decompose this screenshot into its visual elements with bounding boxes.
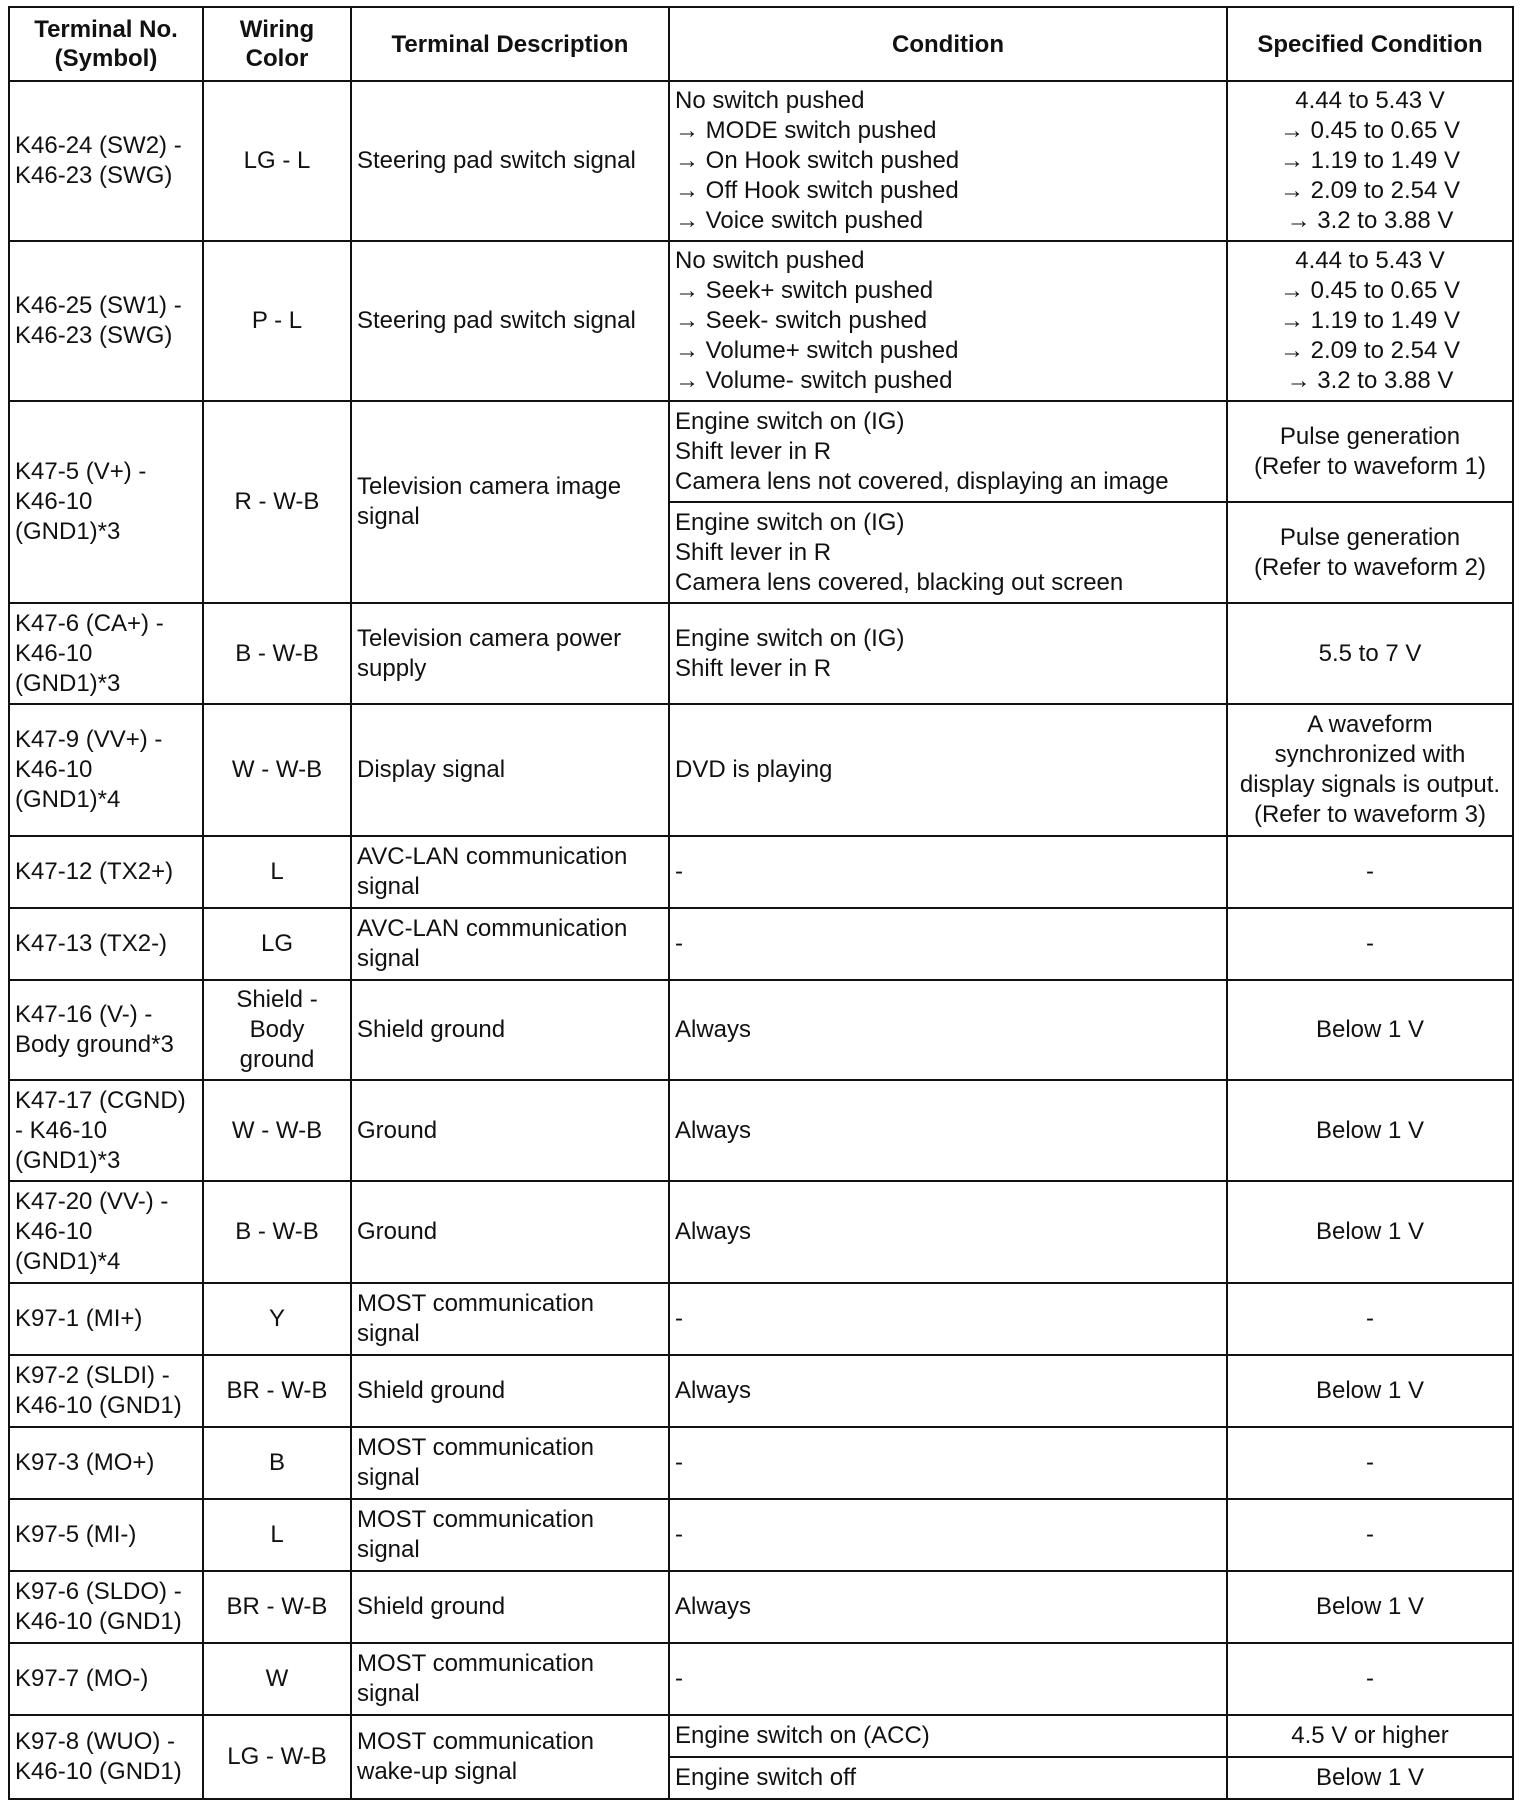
description-line: wake-up signal (357, 1758, 518, 1785)
condition-line: → On Hook switch pushed (675, 147, 960, 174)
terminal-cell (9, 836, 203, 908)
specified-condition-line: - (1366, 858, 1374, 885)
description-cell (351, 836, 669, 908)
specified-condition-line: (Refer to waveform 1) (1253, 452, 1487, 480)
wiring-color-line: LG (260, 930, 293, 957)
wiring-color-cell (203, 1499, 351, 1571)
specified-condition-line: → 3.2 to 3.88 V (1286, 207, 1454, 234)
condition-line: Always (675, 1593, 752, 1620)
specified-condition-cell (1227, 502, 1513, 603)
header-terminal (9, 7, 203, 81)
terminal-cell (9, 1080, 203, 1181)
condition-line: Camera lens not covered, displaying an image (675, 467, 1169, 495)
condition-cell (669, 401, 1227, 502)
specified-condition-line: Below 1 V (1315, 1016, 1425, 1043)
condition-line: - (675, 1449, 683, 1476)
specified-condition-line: Below 1 V (1315, 1116, 1425, 1144)
header-wiring (203, 7, 351, 81)
specified-condition-cell (1227, 1715, 1513, 1757)
condition-cell (669, 1757, 1227, 1799)
condition-cell (669, 1643, 1227, 1715)
wiring-color-line: L (270, 858, 284, 885)
specified-condition-cell (1227, 603, 1513, 704)
terminal-line: K46-10 (GND1) (15, 1392, 182, 1419)
wiring-color-cell (203, 1571, 351, 1643)
terminal-cell (9, 980, 203, 1080)
specified-condition-line: → 2.09 to 2.54 V (1279, 337, 1461, 364)
specified-condition-line: - (1366, 930, 1374, 957)
description-line: signal (357, 1536, 420, 1563)
specified-condition-line: synchronized with (1274, 741, 1466, 768)
description-cell (351, 1643, 669, 1715)
table-body (9, 81, 1513, 1799)
terminal-line: K97-6 (SLDO) - (15, 1578, 182, 1605)
terminal-cell (9, 81, 203, 241)
condition-line: - (675, 1665, 683, 1692)
wiring-color-cell (203, 836, 351, 908)
terminal-cell (9, 1283, 203, 1355)
wiring-color-line: LG - W-B (227, 1743, 327, 1770)
table-row (9, 401, 1513, 502)
wiring-color-cell (203, 401, 351, 603)
condition-cell (669, 908, 1227, 980)
condition-line: Engine switch on (IG) (675, 508, 905, 536)
wiring-color-line: W - W-B (231, 1116, 323, 1144)
specified-condition-line: 5.5 to 7 V (1318, 639, 1422, 667)
condition-cell (669, 1080, 1227, 1181)
description-cell (351, 1571, 669, 1643)
wiring-color-line: B - W-B (235, 1218, 319, 1245)
description-line: supply (357, 654, 427, 682)
specified-condition-cell (1227, 908, 1513, 980)
header-specified: Specified Condition (1227, 7, 1513, 81)
condition-line: Engine switch on (IG) (675, 407, 905, 435)
condition-cell (669, 502, 1227, 603)
condition-cell (669, 241, 1227, 401)
description-cell (351, 1283, 669, 1355)
condition-line: No switch pushed (675, 247, 865, 274)
specified-condition-line: - (1366, 1449, 1374, 1476)
condition-cell (669, 1427, 1227, 1499)
wiring-color-line: L (270, 1521, 284, 1548)
specified-condition-cell (1227, 980, 1513, 1080)
specified-condition-line: Below 1 V (1315, 1593, 1425, 1620)
condition-cell (669, 1571, 1227, 1643)
condition-line: Engine switch on (ACC) (675, 1722, 930, 1749)
terminal-cell (9, 908, 203, 980)
wiring-color-line: ground (239, 1046, 315, 1073)
table-row (9, 1499, 1513, 1571)
specified-condition-cell (1227, 1571, 1513, 1643)
table-row (9, 1080, 1513, 1181)
header-description: Terminal Description (351, 7, 669, 81)
terminal-cell (9, 401, 203, 603)
wiring-color-cell (203, 1181, 351, 1283)
terminal-cell (9, 1571, 203, 1643)
condition-line: Shift lever in R (675, 654, 832, 682)
specified-condition-line: → 2.09 to 2.54 V (1279, 177, 1461, 204)
header-wiring-line: Color (245, 45, 309, 72)
description-line: AVC-LAN communication (357, 843, 628, 870)
table-row (9, 603, 1513, 704)
specified-condition-line: Below 1 V (1315, 1377, 1425, 1404)
header-row (9, 7, 1513, 81)
description-cell (351, 908, 669, 980)
description-cell (351, 603, 669, 704)
specified-condition-cell (1227, 1080, 1513, 1181)
description-cell (351, 1499, 669, 1571)
terminal-line: K97-2 (SLDI) - (15, 1362, 170, 1389)
specified-condition-cell (1227, 1427, 1513, 1499)
terminal-line: K47-20 (VV-) - (15, 1188, 169, 1215)
terminal-line: K97-8 (WUO) - (15, 1728, 176, 1755)
description-line: Shield ground (357, 1593, 506, 1620)
wiring-color-cell (203, 603, 351, 704)
description-line: signal (357, 503, 420, 530)
wiring-color-line: LG - L (243, 147, 311, 174)
terminal-line: K46-23 (SWG) (15, 162, 173, 189)
terminal-spec-sheet (8, 6, 1512, 1800)
specified-condition-line: - (1366, 1665, 1374, 1692)
terminal-line: K47-12 (TX2+) (15, 858, 174, 885)
terminal-line: (GND1)*3 (15, 1146, 121, 1174)
specified-condition-line: Below 1 V (1315, 1218, 1425, 1245)
description-cell (351, 241, 669, 401)
table-row (9, 1643, 1513, 1715)
specified-condition-cell (1227, 704, 1513, 836)
wiring-color-cell (203, 980, 351, 1080)
terminal-line: - K46-10 (15, 1116, 108, 1144)
description-line: MOST communication (357, 1506, 594, 1533)
condition-line: Always (675, 1116, 752, 1144)
terminal-line: K46-10 (15, 488, 93, 515)
wiring-color-line: W - W-B (231, 756, 323, 783)
condition-line: Engine switch on (IG) (675, 624, 905, 652)
table-row (9, 1181, 1513, 1283)
description-line: Ground (357, 1116, 438, 1144)
specified-condition-cell (1227, 241, 1513, 401)
wiring-color-cell (203, 1080, 351, 1181)
condition-line: DVD is playing (675, 756, 833, 783)
table-row (9, 1715, 1513, 1757)
specified-condition-line: Pulse generation (1279, 523, 1461, 551)
specified-condition-cell (1227, 1757, 1513, 1799)
condition-line: - (675, 930, 683, 957)
specified-condition-line: 4.44 to 5.43 V (1295, 87, 1445, 114)
description-line: signal (357, 873, 420, 900)
description-cell (351, 1427, 669, 1499)
wiring-color-line: Body (249, 1016, 305, 1043)
description-cell (351, 1080, 669, 1181)
header-terminal-line: (Symbol) (54, 45, 158, 72)
table-row (9, 908, 1513, 980)
specified-condition-line: → 1.19 to 1.49 V (1279, 147, 1461, 174)
wiring-color-line: BR - W-B (226, 1377, 328, 1404)
terminal-line: K46-10 (GND1) (15, 1608, 182, 1635)
description-line: MOST communication (357, 1728, 594, 1755)
wiring-color-cell (203, 1427, 351, 1499)
description-cell (351, 81, 669, 241)
description-line: AVC-LAN communication (357, 915, 628, 942)
terminal-line: (GND1)*4 (15, 1248, 121, 1275)
condition-cell (669, 1283, 1227, 1355)
specified-condition-cell (1227, 1643, 1513, 1715)
condition-line: Shift lever in R (675, 538, 832, 566)
terminal-line: Body ground*3 (15, 1031, 174, 1058)
terminal-table (8, 6, 1514, 1800)
specified-condition-line: 4.44 to 5.43 V (1295, 247, 1445, 274)
terminal-line: K46-24 (SW2) - (15, 132, 182, 159)
table-row (9, 980, 1513, 1080)
specified-condition-line: → 0.45 to 0.65 V (1279, 277, 1461, 304)
wiring-color-line: Y (268, 1305, 285, 1332)
terminal-cell (9, 1181, 203, 1283)
table-row (9, 241, 1513, 401)
condition-cell (669, 836, 1227, 908)
wiring-color-cell (203, 1283, 351, 1355)
terminal-line: (GND1)*3 (15, 518, 121, 545)
terminal-cell (9, 1355, 203, 1427)
terminal-cell (9, 1715, 203, 1799)
terminal-line: K97-1 (MI+) (15, 1305, 143, 1332)
description-line: Television camera image (357, 473, 622, 500)
wiring-color-line: BR - W-B (226, 1593, 328, 1620)
terminal-line: K97-7 (MO-) (15, 1665, 149, 1692)
condition-cell (669, 603, 1227, 704)
specified-condition-cell (1227, 1181, 1513, 1283)
wiring-color-cell (203, 704, 351, 836)
terminal-line: K47-13 (TX2-) (15, 930, 168, 957)
terminal-line: K47-5 (V+) - (15, 458, 147, 485)
description-cell (351, 1181, 669, 1283)
condition-line: → Off Hook switch pushed (675, 177, 959, 204)
header-wiring-line: Wiring (239, 16, 315, 43)
table-row (9, 1355, 1513, 1427)
wiring-color-line: Shield - (236, 986, 318, 1013)
condition-line: → Seek- switch pushed (675, 307, 928, 334)
specified-condition-line: → 0.45 to 0.65 V (1279, 117, 1461, 144)
description-line: signal (357, 1680, 420, 1707)
description-line: MOST communication (357, 1290, 594, 1317)
description-cell (351, 704, 669, 836)
wiring-color-line: P - L (251, 307, 303, 334)
wiring-color-cell (203, 908, 351, 980)
description-line: Television camera power (357, 624, 622, 652)
condition-line: Always (675, 1377, 752, 1404)
table-row (9, 704, 1513, 836)
table-row (9, 81, 1513, 241)
table-row (9, 1283, 1513, 1355)
condition-cell (669, 1499, 1227, 1571)
wiring-color-cell (203, 241, 351, 401)
terminal-cell (9, 603, 203, 704)
specified-condition-line: - (1366, 1305, 1374, 1332)
specified-condition-cell (1227, 401, 1513, 502)
header-terminal-line: Terminal No. (34, 16, 178, 43)
condition-cell (669, 1181, 1227, 1283)
condition-line: Always (675, 1218, 752, 1245)
description-cell (351, 401, 669, 603)
condition-line: - (675, 1305, 683, 1332)
condition-line: Always (675, 1016, 752, 1043)
condition-line: Engine switch off (675, 1764, 856, 1791)
specified-condition-cell (1227, 836, 1513, 908)
terminal-line: (GND1)*4 (15, 786, 121, 813)
condition-cell (669, 980, 1227, 1080)
description-line: Steering pad switch signal (357, 307, 636, 334)
specified-condition-cell (1227, 81, 1513, 241)
terminal-line: K46-23 (SWG) (15, 322, 173, 349)
specified-condition-cell (1227, 1499, 1513, 1571)
wiring-color-line: B (268, 1449, 285, 1476)
wiring-color-line: W (265, 1665, 289, 1692)
condition-cell (669, 81, 1227, 241)
terminal-line: K46-25 (SW1) - (15, 292, 182, 319)
wiring-color-cell (203, 81, 351, 241)
wiring-color-cell (203, 1643, 351, 1715)
description-line: Display signal (357, 756, 506, 783)
condition-line: → Seek+ switch pushed (675, 277, 934, 304)
condition-line: - (675, 858, 683, 885)
terminal-line: K47-17 (CGND) (15, 1086, 186, 1114)
description-line: MOST communication (357, 1434, 594, 1461)
specified-condition-line: display signals is output. (1239, 771, 1501, 798)
terminal-line: K46-10 (GND1) (15, 1758, 182, 1785)
terminal-line: K46-10 (15, 1218, 93, 1245)
condition-cell (669, 704, 1227, 836)
specified-condition-line: - (1366, 1521, 1374, 1548)
wiring-color-cell (203, 1355, 351, 1427)
description-line: Shield ground (357, 1016, 506, 1043)
condition-cell (669, 1355, 1227, 1427)
terminal-line: K47-6 (CA+) - (15, 609, 164, 637)
description-line: signal (357, 945, 420, 972)
wiring-color-line: R - W-B (234, 488, 320, 515)
table-row (9, 1571, 1513, 1643)
specified-condition-line: (Refer to waveform 2) (1253, 553, 1487, 581)
condition-line: No switch pushed (675, 87, 865, 114)
terminal-cell (9, 241, 203, 401)
terminal-cell (9, 704, 203, 836)
table-row (9, 836, 1513, 908)
condition-line: → Volume- switch pushed (675, 367, 953, 394)
specified-condition-line: A waveform (1307, 711, 1433, 738)
description-cell (351, 1715, 669, 1799)
description-line: signal (357, 1320, 420, 1347)
description-cell (351, 1355, 669, 1427)
condition-cell (669, 1715, 1227, 1757)
specified-condition-cell (1227, 1355, 1513, 1427)
terminal-line: K46-10 (15, 639, 93, 667)
condition-line: Shift lever in R (675, 437, 832, 465)
condition-line: → MODE switch pushed (675, 117, 937, 144)
terminal-line: K97-5 (MI-) (15, 1521, 137, 1548)
wiring-color-cell (203, 1715, 351, 1799)
specified-condition-line: → 3.2 to 3.88 V (1286, 367, 1454, 394)
wiring-color-line: B - W-B (235, 639, 319, 667)
terminal-line: K97-3 (MO+) (15, 1449, 155, 1476)
description-line: MOST communication (357, 1650, 594, 1677)
specified-condition-line: 4.5 V or higher (1291, 1722, 1449, 1749)
table-row (9, 1427, 1513, 1499)
description-line: signal (357, 1464, 420, 1491)
terminal-cell (9, 1427, 203, 1499)
terminal-line: K47-16 (V-) - (15, 1001, 153, 1028)
description-line: Shield ground (357, 1377, 506, 1404)
specified-condition-line: (Refer to waveform 3) (1253, 801, 1487, 828)
specified-condition-line: Below 1 V (1315, 1764, 1425, 1791)
terminal-line: (GND1)*3 (15, 669, 121, 697)
condition-line: → Voice switch pushed (675, 207, 924, 234)
specified-condition-cell (1227, 1283, 1513, 1355)
header-condition: Condition (669, 7, 1227, 81)
terminal-line: K47-9 (VV+) - (15, 726, 163, 753)
specified-condition-line: Pulse generation (1279, 422, 1461, 450)
condition-line: → Volume+ switch pushed (675, 337, 959, 364)
description-cell (351, 980, 669, 1080)
description-line: Ground (357, 1218, 438, 1245)
description-line: Steering pad switch signal (357, 147, 636, 174)
terminal-cell (9, 1643, 203, 1715)
condition-line: - (675, 1521, 683, 1548)
terminal-cell (9, 1499, 203, 1571)
condition-line: Camera lens covered, blacking out screen (675, 568, 1124, 596)
terminal-line: K46-10 (15, 756, 93, 783)
specified-condition-line: → 1.19 to 1.49 V (1279, 307, 1461, 334)
